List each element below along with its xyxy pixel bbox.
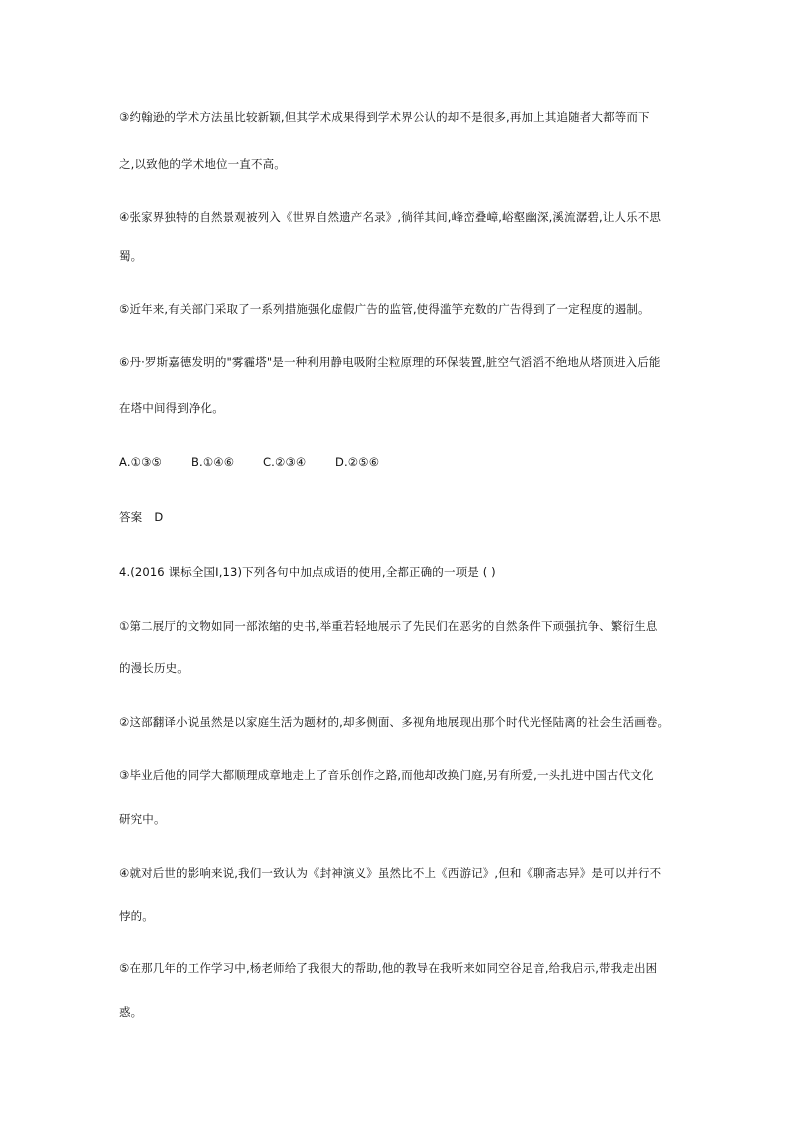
q4-item-3-line-2: 研究中。 (119, 812, 166, 826)
item-4-line-2: 蜀。 (119, 249, 143, 263)
question-4-stem: 4.(2016 课标全国Ⅰ,13)下列各句中加点成语的使用,全都正确的一项是 ( ) (119, 565, 496, 579)
answer-line (119, 510, 679, 524)
option-b: B.①④⑥ (191, 455, 235, 469)
q4-item-4-line-2: 悖的。 (119, 909, 154, 923)
q4-item-5-line-1: ⑤在那几年的工作学习中,杨老师给了我很大的帮助,他的教导在我听来如同空谷足音,给我启示,带我走出困 (119, 961, 658, 975)
q4-item-1-line-1: ①第二展厅的文物如同一部浓缩的史书,举重若轻地展示了先民们在恶劣的自然条件下顽强抗争、繁衍生息 (119, 619, 658, 633)
item-6-line-1: ⑥丹·罗斯嘉德发明的"雾霾塔"是一种利用静电吸附尘粒原理的环保装置,脏空气滔滔不绝地从塔顶进入后能 (119, 355, 661, 369)
q4-item-4-line-1: ④就对后世的影响来说,我们一致认为《封神演义》虽然比不上《西游记》,但和《聊斋志异》是可以并行不 (119, 866, 662, 880)
q4-item-5-line-2: 惑。 (119, 1005, 143, 1019)
answer-options (119, 455, 679, 469)
answer-value: D (154, 510, 164, 524)
item-5-line-1: ⑤近年来,有关部门采取了一系列措施强化虚假广告的监管,使得滥竽充数的广告得到了一定程度的遏制。 (119, 302, 650, 316)
option-d: D.②⑤⑥ (335, 455, 380, 469)
q4-item-2-line-1: ②这部翻译小说虽然是以家庭生活为题材的,却多侧面、多视角地展现出那个时代光怪陆离的社会生活画卷。 (119, 715, 670, 729)
option-a: A.①③⑤ (119, 455, 162, 469)
option-c: C.②③④ (263, 455, 307, 469)
item-3-line-1: ③约翰逊的学术方法虽比较新颖,但其学术成果得到学术界公认的却不是很多,再加上其追随者大都等而下 (119, 110, 650, 124)
item-3-line-2: 之,以致他的学术地位一直不高。 (119, 157, 286, 171)
answer-label: 答案 (119, 510, 143, 524)
item-4-line-1: ④张家界独特的自然景观被列入《世界自然遗产名录》,徜徉其间,峰峦叠嶂,峪壑幽深,溪流潺碧,让人乐不思 (119, 210, 662, 224)
q4-item-3-line-1: ③毕业后他的同学大都顺理成章地走上了音乐创作之路,而他却改换门庭,另有所爱,一头扎进中国古代文化 (119, 768, 654, 782)
q4-item-1-line-2: 的漫长历史。 (119, 661, 189, 675)
item-6-line-2: 在塔中间得到净化。 (119, 401, 224, 415)
